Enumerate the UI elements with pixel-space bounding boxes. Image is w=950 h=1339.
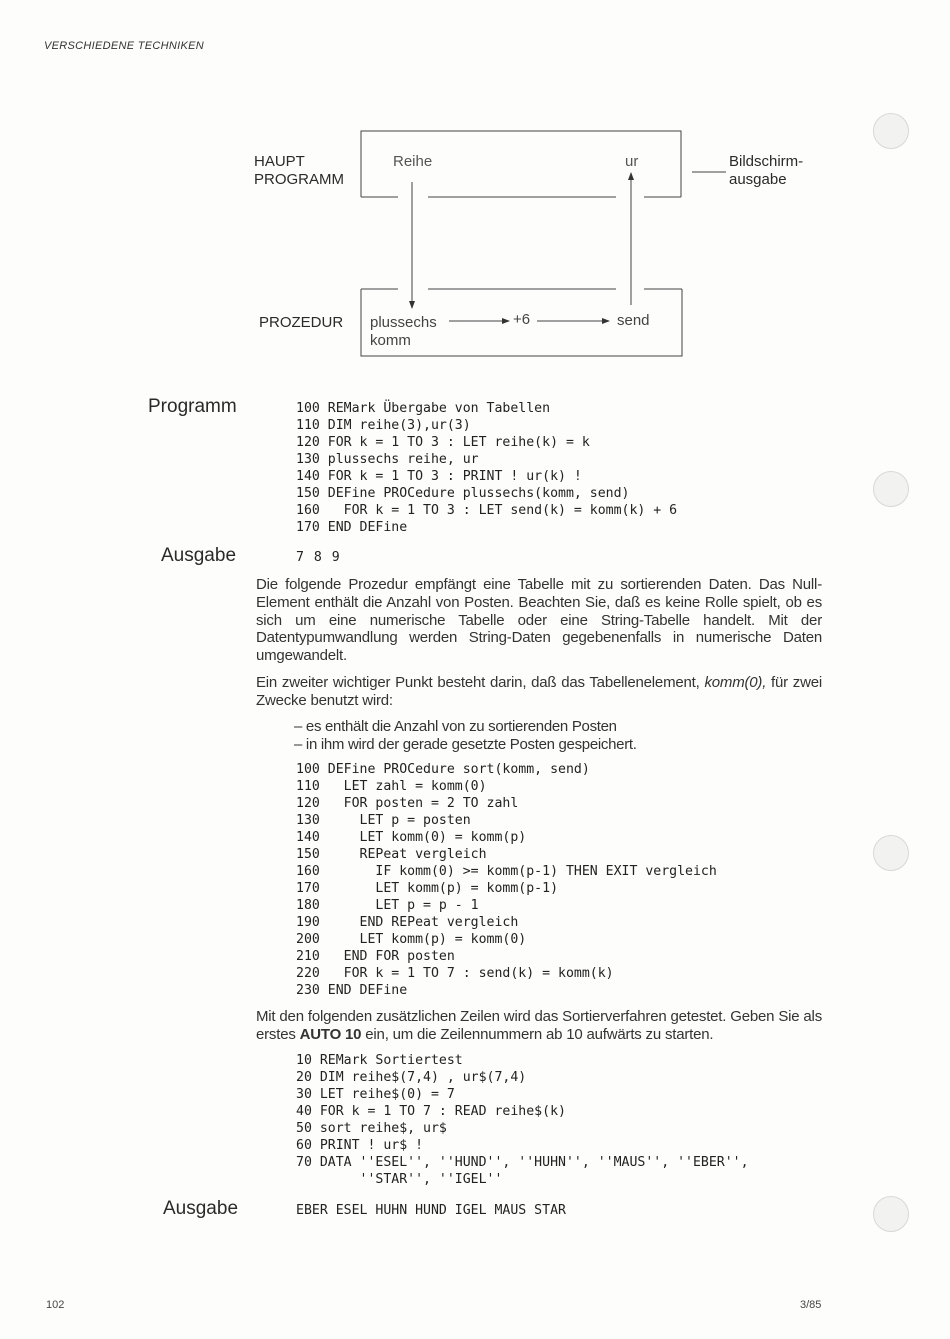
reihe-label: Reihe (393, 153, 433, 170)
page-number: 102 (46, 1299, 65, 1311)
code-line: 50 sort reihe$, ur$ (296, 1121, 447, 1136)
program-listing-1 (296, 400, 677, 536)
prozedur-label: PROZEDUR (259, 314, 344, 331)
code-line: 100 DEFine PROCedure sort(komm, send) (296, 762, 590, 777)
code-line: 190 END REPeat vergleich (296, 915, 519, 930)
code-line: 60 PRINT ! ur$ ! (296, 1138, 424, 1153)
bildschirm-label-line2: ausgabe (729, 171, 787, 188)
code-line: 30 LET reihe$(0) = 7 (296, 1087, 455, 1102)
code-line: 140 LET komm(0) = komm(p) (296, 830, 527, 845)
code-line: 140 FOR k = 1 TO 3 : PRINT ! ur(k) ! (296, 469, 582, 484)
binder-hole (873, 835, 909, 871)
bildschirm-label (729, 153, 803, 189)
send-label: send (617, 312, 650, 329)
komm-label: komm (370, 332, 411, 349)
program-listing-3 (296, 1052, 749, 1188)
paragraph-2-end: für zwei Zwecke benutzt wird: (256, 674, 822, 709)
code-line: 150 REPeat vergleich (296, 847, 487, 862)
code-line: 130 LET p = posten (296, 813, 471, 828)
code-line: 170 LET komm(p) = komm(p-1) (296, 881, 559, 896)
code-line: 10 REMark Sortiertest (296, 1053, 463, 1068)
code-line: 120 FOR k = 1 TO 3 : LET reihe(k) = k (296, 435, 590, 450)
code-line: 160 FOR k = 1 TO 3 : LET send(k) = komm(k) + 6 (296, 503, 678, 518)
bildschirm-label-line1: Bildschirm- (729, 153, 804, 170)
paragraph-3-start: Mit den folgenden zusätzlichen Zeilen wird das Sortierverfahren getestet. Geben Sie als erstes (256, 1008, 822, 1043)
section-heading-ausgabe-2: Ausgabe (163, 1198, 239, 1219)
paragraph-2-start: Ein zweiter wichtiger Punkt besteht darin, daß das Tabellenelement, (256, 674, 705, 691)
code-line: 170 END DEFine (296, 520, 408, 535)
code-line: 200 LET komm(p) = komm(0) (296, 932, 527, 947)
output-1: 7 8 9 (296, 550, 341, 565)
paragraph-2-italic: komm(0), (704, 674, 767, 691)
code-line: 130 plussechs reihe, ur (296, 452, 479, 467)
code-line: 20 DIM reihe$(7,4) , ur$(7,4) (296, 1070, 527, 1085)
ur-label: ur (625, 153, 639, 170)
haupt-label (254, 153, 344, 189)
list-item: – in ihm wird der gerade gesetzte Posten gespeichert. (294, 736, 637, 753)
code-line: 180 LET p = p - 1 (296, 898, 479, 913)
paragraph-3 (256, 1008, 822, 1044)
edition-date: 3/85 (800, 1299, 822, 1311)
code-line: 40 FOR k = 1 TO 7 : READ reihe$(k) (296, 1104, 566, 1119)
code-line: 110 LET zahl = komm(0) (296, 779, 487, 794)
code-line: 110 DIM reihe(3),ur(3) (296, 418, 471, 433)
paragraph-2 (256, 674, 822, 710)
code-line: 230 END DEFine (296, 983, 408, 998)
binder-hole (873, 471, 909, 507)
code-line: 120 FOR posten = 2 TO zahl (296, 796, 519, 811)
binder-hole (873, 1196, 909, 1232)
section-heading-ausgabe: Ausgabe (161, 545, 237, 566)
haupt-label-line2: PROGRAMM (254, 171, 344, 188)
code-line: 70 DATA ''ESEL'', ''HUND'', ''HUHN'', ''MAUS'', ''EBER'', (296, 1155, 749, 1170)
section-heading-programm: Programm (148, 396, 237, 417)
list-item: – es enthält die Anzahl von zu sortierenden Posten (294, 718, 617, 735)
code-line: 210 END FOR posten (296, 949, 455, 964)
running-header: VERSCHIEDENE TECHNIKEN (44, 40, 205, 52)
haupt-label-line1: HAUPT (254, 153, 305, 170)
paragraph-3-bold: AUTO 10 (299, 1025, 362, 1043)
code-line: 160 IF komm(0) >= komm(p-1) THEN EXIT vergleich (296, 864, 717, 879)
plus6-label: +6 (513, 311, 531, 328)
bullet-list (294, 718, 637, 754)
code-line: ''STAR'', ''IGEL'' (296, 1172, 503, 1187)
code-line: 100 REMark Übergabe von Tabellen (296, 401, 551, 416)
paragraph-3-end: ein, um die Zeilennummern ab 10 aufwärts zu starten. (361, 1025, 714, 1043)
code-line: 220 FOR k = 1 TO 7 : send(k) = komm(k) (296, 966, 614, 981)
paragraph-1: Die folgende Prozedur empfängt eine Tabelle mit zu sortierenden Daten. Das Null-Element enthält die Anzahl von Posten. Beachten Sie, daß es keine Rolle spielt, ob es sich um eine numerische Tabelle oder eine String-Tabelle handelt. Mit der Datentypumwandlung werden String-Daten gegebenenfalls in numerische Daten umgewandelt. (256, 576, 822, 665)
plussechs-label: plussechs (370, 314, 437, 331)
code-line: 150 DEFine PROCedure plussechs(komm, send) (296, 486, 630, 501)
output-2: EBER ESEL HUHN HUND IGEL MAUS STAR (296, 1203, 566, 1218)
parameter-diagram (0, 0, 950, 380)
program-listing-2 (296, 761, 717, 999)
